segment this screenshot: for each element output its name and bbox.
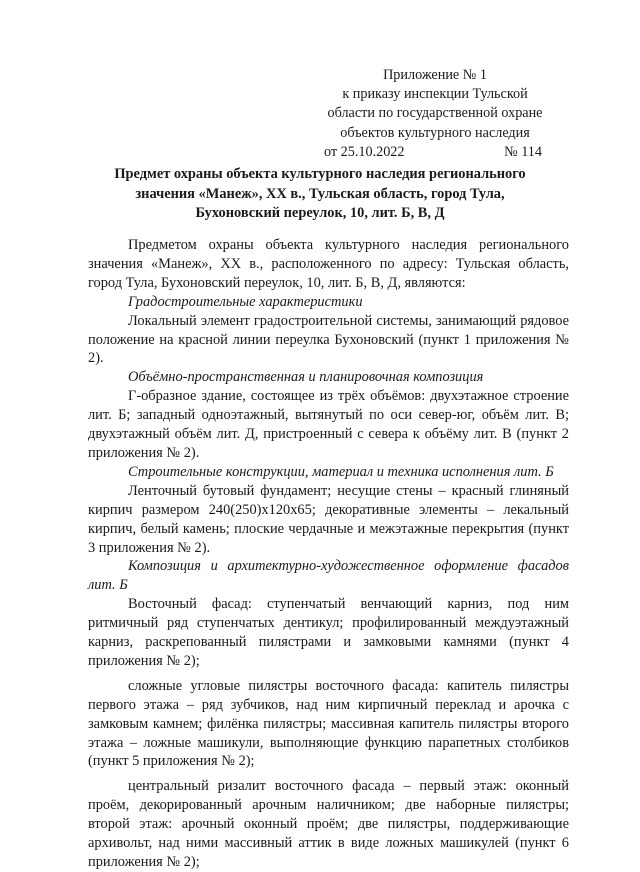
appendix-line: области по государственной охране — [327, 105, 543, 122]
section-heading: Объёмно-пространственная и планировочная композиция — [128, 369, 484, 386]
section-heading: Градостроительные характеристики — [128, 293, 363, 310]
body-paragraph: Ленточный бутовый фундамент; несущие стены – красный глиняный кирпич размером 240(250)х120х65; декоративные элементы – лекальный кирпич, белый камень; плоские чердачные и межэтажные перекрытия (пункт 3 приложения № 2). — [88, 482, 569, 556]
appendix-line: объектов культурного наследия — [340, 124, 530, 141]
appendix-number: № 114 — [504, 143, 542, 160]
title-line: Бухоновский переулок, 10, лит. Б, В, Д — [195, 205, 445, 221]
title-line: Предмет охраны объекта культурного наследия регионального — [114, 166, 526, 182]
body-paragraph: Локальный элемент градостроительной системы, занимающий рядовое положение на красной линии переулка Бухоновский (пункт 1 приложения № 2). — [88, 312, 569, 367]
document-body — [88, 236, 569, 872]
appendix-line: Приложение № 1 — [383, 67, 487, 83]
title-line: значения «Манеж», XX в., Тульская область, город Тула, — [135, 185, 505, 202]
document-title — [80, 165, 560, 224]
body-paragraph: Восточный фасад: ступенчатый венчающий карниз, под ним ритмичный ряд ступенчатых дентикул; профилированный междуэтажный карниз, раскрепованный пилястрами и замковыми камнями (пункт 4 приложения № 2); — [88, 596, 569, 669]
appendix-line: к приказу инспекции Тульской — [342, 86, 528, 103]
body-paragraph: центральный ризалит восточного фасада – первый этаж: оконный проём, декорированный арочным наличником; две наборные пилястры; второй этаж: арочный оконный проём; две пилястры, поддерживающие архивольт, над ними массивный аттик в виде ложных машикулей (пункт 6 приложения № 2); — [88, 778, 569, 870]
appendix-date: от 25.10.2022 — [324, 143, 405, 160]
section-heading: Композиция и архитектурно-художественное оформление фасадов лит. Б — [88, 558, 569, 594]
body-paragraph: сложные угловые пилястры восточного фасада: капитель пилястры первого этажа – ряд зубчиков, над ним кирпичный переклад и арочка с замковым камнем; филёнка пилястры; массивная капитель пилястры второго этажа – ложные машикули, выполняющие функцию парапетных столбиков (пункт 5 приложения № 2); — [88, 677, 569, 770]
body-paragraph: Г-образное здание, состоящее из трёх объёмов: двухэтажное строение лит. Б; западный одноэтажный, вытянутый по оси север-юг, объём лит. В; двухэтажный объём лит. Д, пристроенный с севера к объёму лит. В (пункт 2 приложения № 2). — [88, 388, 569, 461]
section-heading: Строительные конструкции, материал и техника исполнения лит. Б — [128, 463, 554, 480]
intro-paragraph: Предметом охраны объекта культурного наследия регионального значения «Манеж», XX в., расположенного по адресу: Тульская область, город Тула, Бухоновский переулок, 10, лит. Б, В, Д, являются: — [88, 237, 569, 291]
appendix-header — [300, 66, 570, 162]
appendix-date-row — [300, 143, 570, 162]
